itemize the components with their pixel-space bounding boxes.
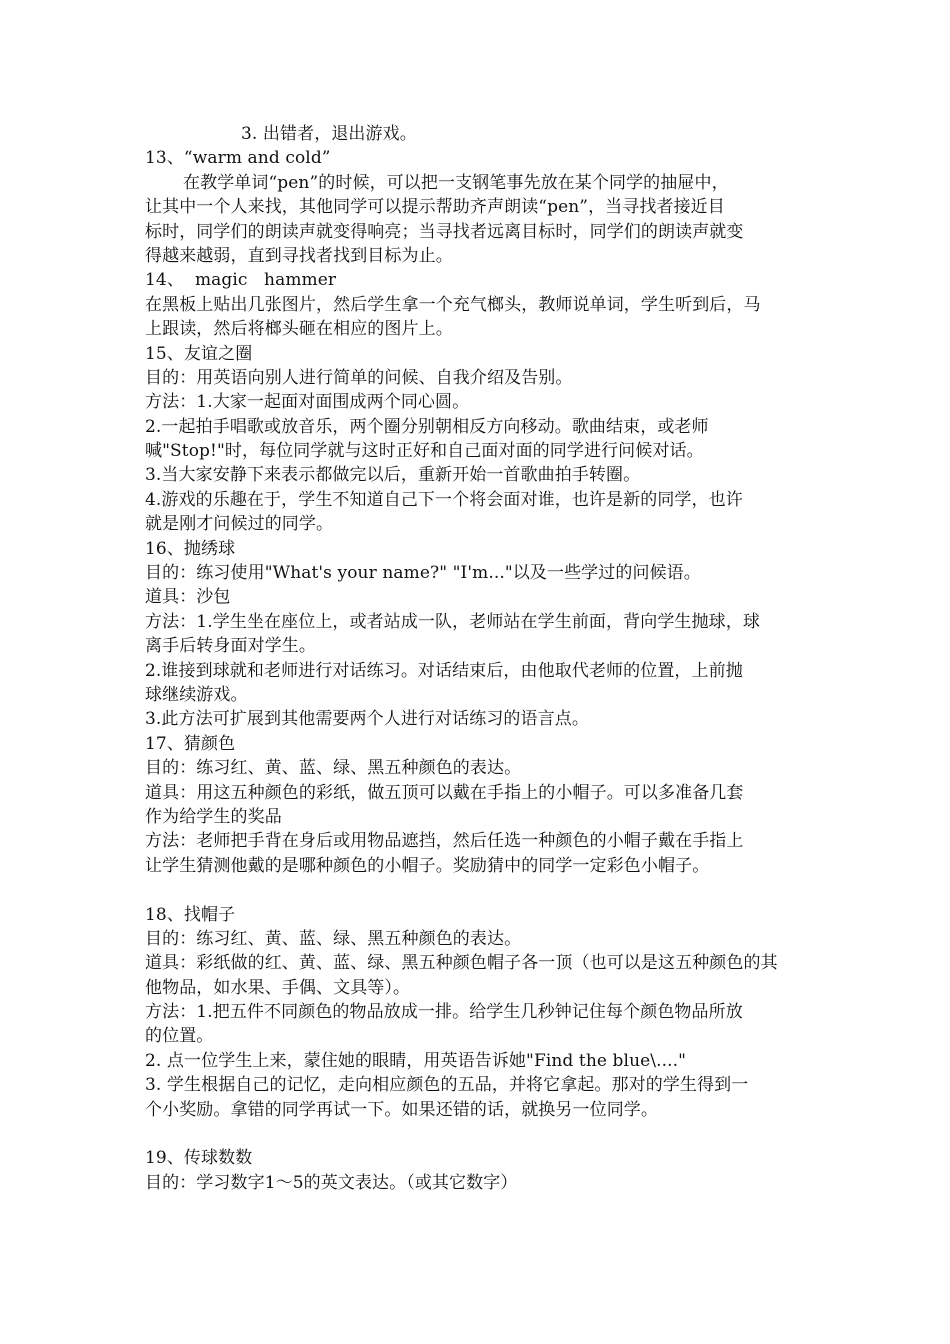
text-line: 2. 点一位学生上来，蒙住她的眼睛，用英语告诉她"Find the blue\...." (145, 1050, 687, 1071)
document-body (145, 122, 815, 1195)
text-line: 目的：用英语向别人进行简单的问候、自我介绍及告别。 (145, 367, 573, 388)
text-line: 离手后转身面对学生。 (145, 636, 316, 657)
text-line: 让其中一个人来找，其他同学可以提示帮助齐声朗读“pen”，当寻找者接近目 (145, 197, 725, 218)
text-line: 在教学单词“pen”的时候，可以把一支钢笔事先放在某个同学的抽屉中， (183, 172, 729, 193)
text-line: 喊"Stop!"时，每位同学就与这时正好和自己面对面的同学进行问候对话。 (145, 441, 704, 462)
text-line: 在黑板上贴出几张图片，然后学生拿一个充气榔头，教师说单词，学生听到后，马 (145, 294, 761, 315)
text-line: 2.一起拍手唱歌或放音乐，两个圈分别朝相反方向移动。歌曲结束，或老师 (145, 416, 709, 437)
section-heading: 16、抛绣球 (145, 538, 236, 559)
section-heading: 15、友谊之圈 (145, 343, 253, 364)
text-line: 的位置。 (145, 1026, 214, 1047)
text-line: 3. 学生根据自己的记忆，走向相应颜色的五品，并将它拿起。那对的学生得到一 (145, 1075, 749, 1096)
text-line: 目的：练习使用"What's your name?" "I'm..."以及一些学过的问候语。 (145, 563, 701, 584)
section-heading: 19、传球数数 (145, 1148, 253, 1169)
text-line: 让学生猜测他戴的是哪种颜色的小帽子。奖励猜中的同学一定彩色小帽子。 (145, 855, 710, 876)
text-line: 4.游戏的乐趣在于，学生不知道自己下一个将会面对谁，也许是新的同学，也许 (145, 489, 743, 510)
text-line: 道具：彩纸做的红、黄、蓝、绿、黑五种颜色帽子各一顶（也可以是这五种颜色的其 (145, 953, 778, 974)
text-line: 3.当大家安静下来表示都做完以后，重新开始一首歌曲拍手转圈。 (145, 465, 641, 486)
text-line: 道具：沙包 (145, 587, 231, 608)
section-heading: 13、“warm and cold” (145, 148, 331, 169)
text-line: 目的：学习数字1～5的英文表达。（或其它数字） (145, 1172, 518, 1193)
text-line: 3.此方法可扩展到其他需要两个人进行对话练习的语言点。 (145, 709, 589, 730)
text-line: 3. 出错者，退出游戏。 (241, 124, 417, 144)
text-line: 作为给学生的奖品 (145, 806, 282, 827)
text-line: 球继续游戏。 (145, 684, 248, 705)
text-line: 方法：1.学生坐在座位上，或者站成一队，老师站在学生前面，背向学生抛球，球 (145, 611, 760, 632)
text-line: 得越来越弱，直到寻找者找到目标为止。 (145, 245, 453, 266)
text-line: 2.谁接到球就和老师进行对话练习。对话结束后，由他取代老师的位置，上前抛 (145, 660, 743, 681)
text-line: 就是刚才问候过的同学。 (145, 514, 334, 535)
text-line: 方法：1.大家一起面对面围成两个同心圆。 (145, 392, 470, 413)
text-line: 上跟读，然后将榔头砸在相应的图片上。 (145, 319, 453, 340)
section-heading: 14、 magic hammer (145, 270, 337, 291)
text-line: 方法：老师把手背在身后或用物品遮挡，然后任选一种颜色的小帽子戴在手指上 (145, 831, 744, 852)
section-heading: 18、找帽子 (145, 904, 236, 925)
text-line: 目的：练习红、黄、蓝、绿、黑五种颜色的表达。 (145, 758, 522, 779)
text-line: 方法：1.把五件不同颜色的物品放成一排。给学生几秒钟记住每个颜色物品所放 (145, 1002, 743, 1023)
text-line: 目的：练习红、黄、蓝、绿、黑五种颜色的表达。 (145, 928, 522, 949)
blank-line (145, 1122, 815, 1146)
text-line: 个小奖励。拿错的同学再试一下。如果还错的话，就换另一位同学。 (145, 1099, 658, 1120)
text-line: 标时，同学们的朗读声就变得响亮；当寻找者远离目标时，同学们的朗读声就变 (145, 221, 744, 242)
section-heading: 17、猜颜色 (145, 733, 236, 754)
text-line: 他物品，如水果、手偶、文具等）。 (145, 977, 411, 998)
text-line: 道具：用这五种颜色的彩纸，做五顶可以戴在手指上的小帽子。可以多准备几套 (145, 782, 744, 803)
blank-line (145, 878, 815, 902)
